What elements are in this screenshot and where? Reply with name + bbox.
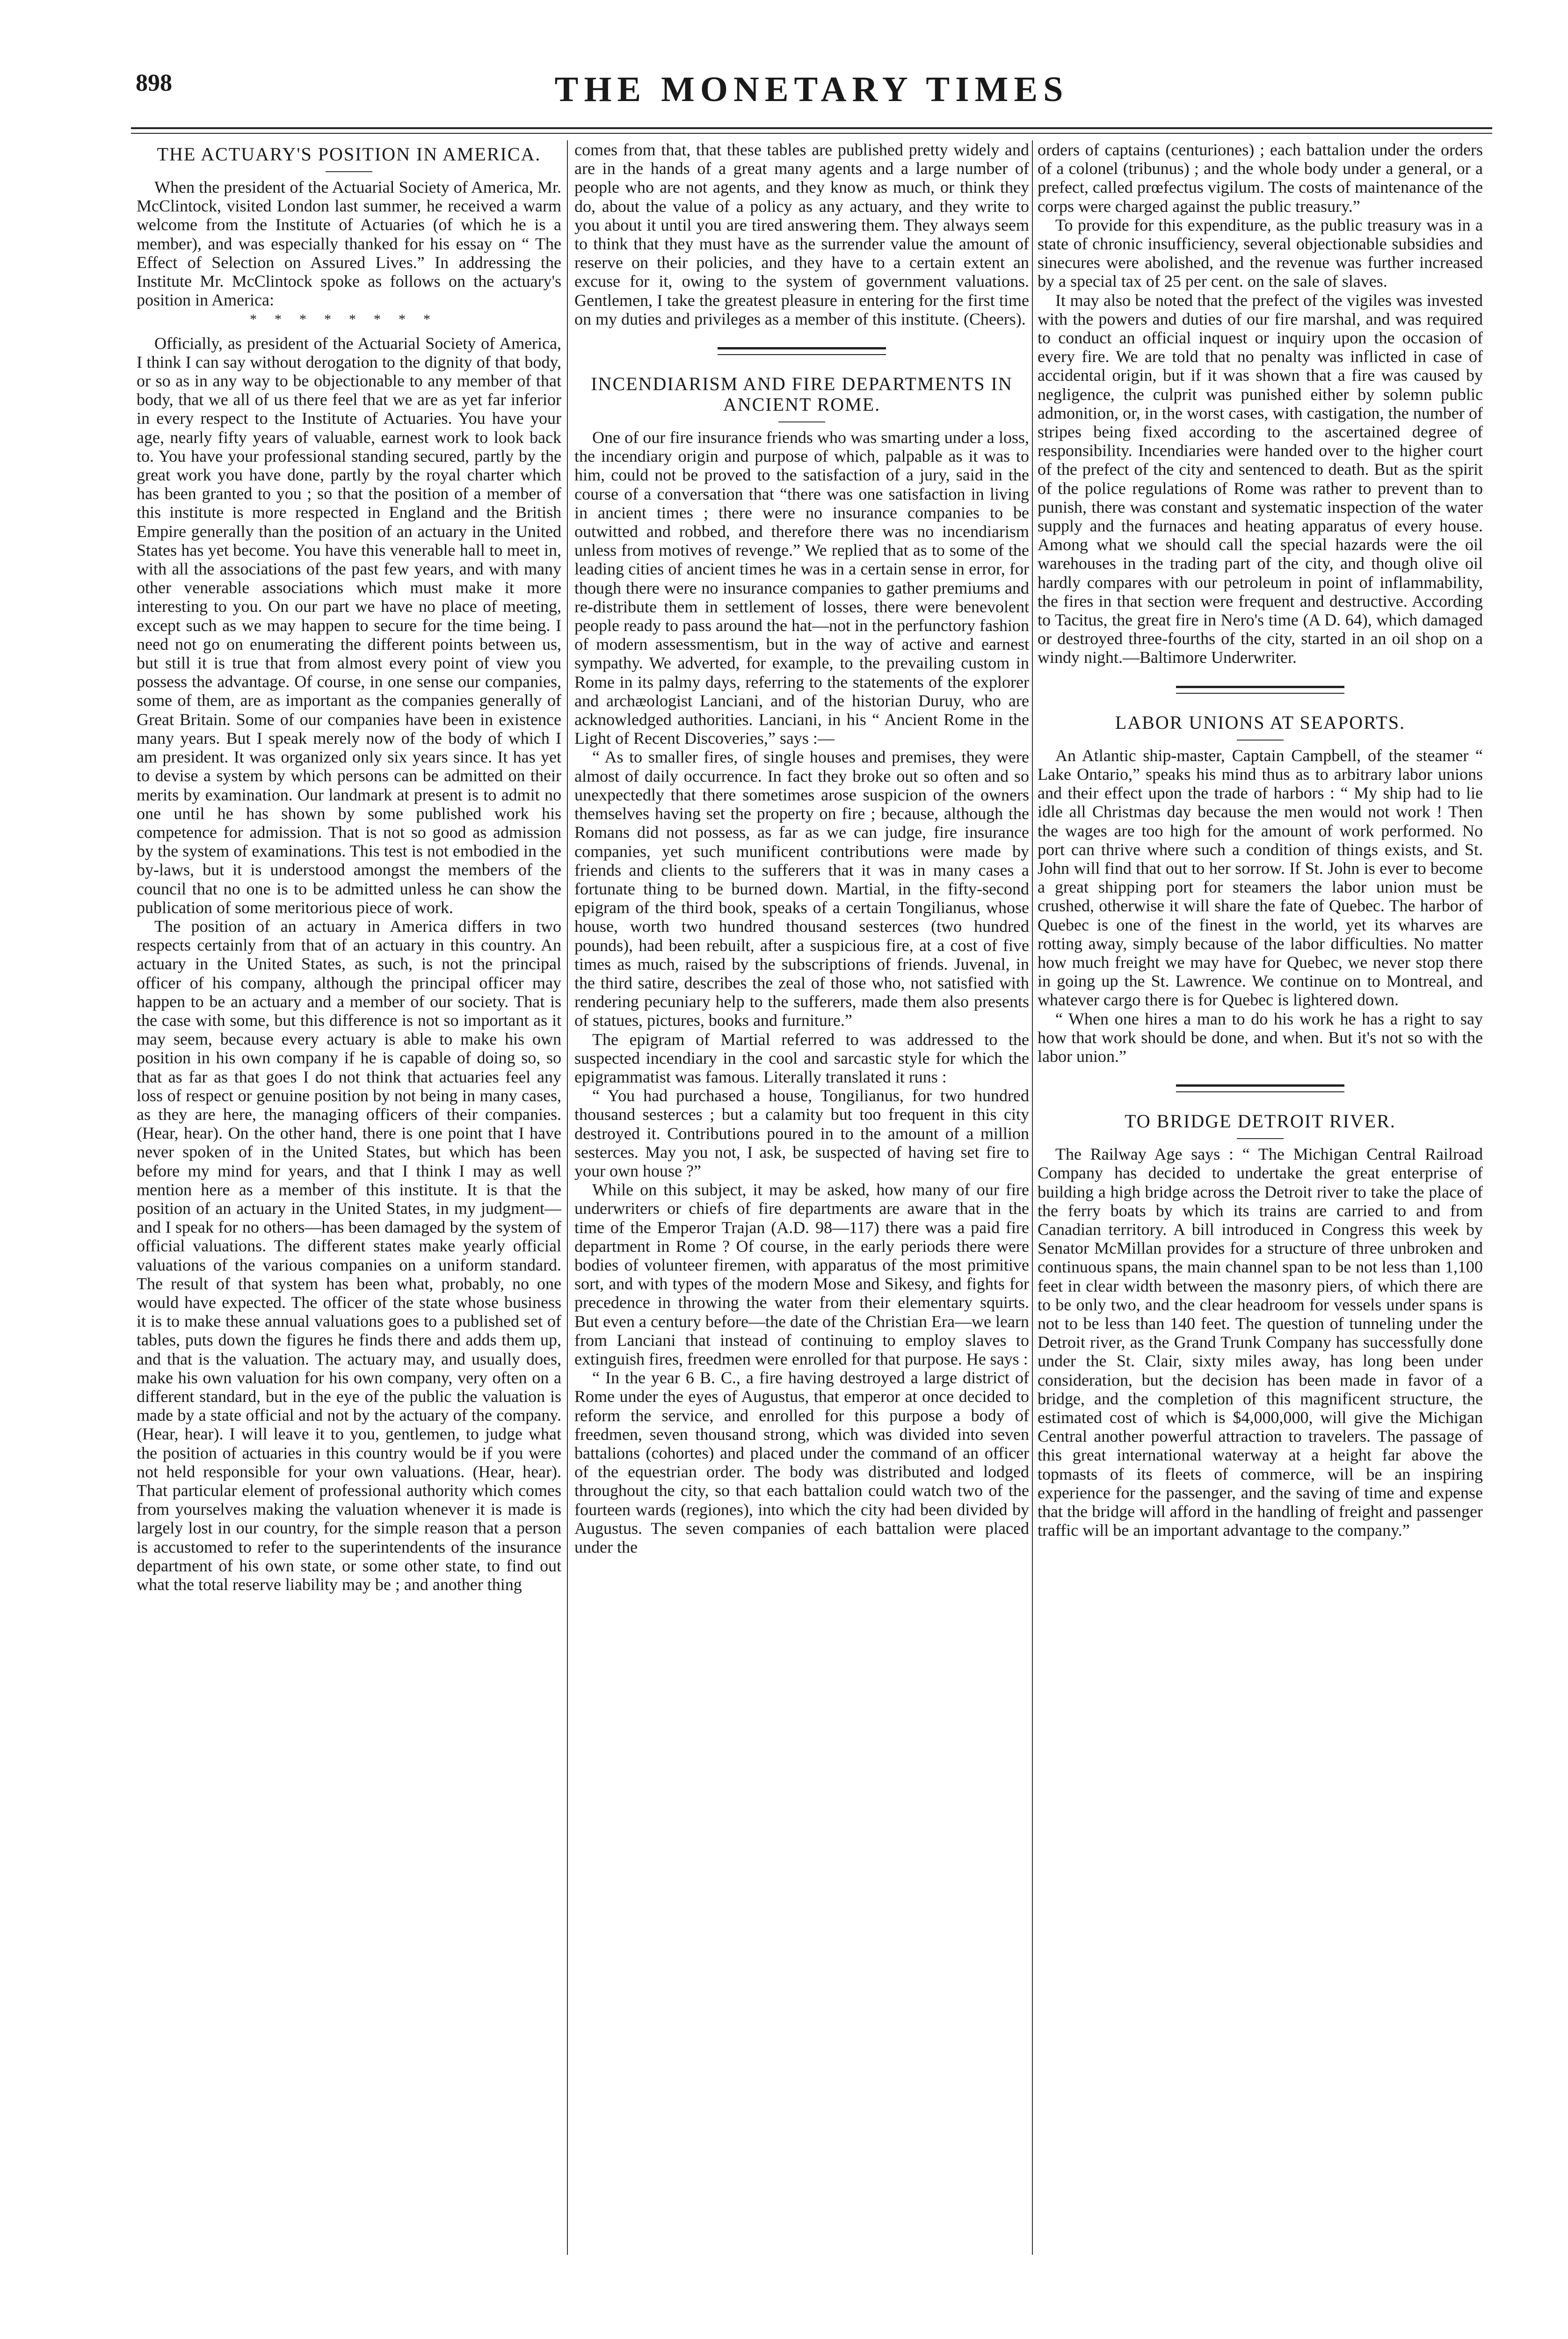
- masthead: THE MONETARY TIMES: [554, 70, 1069, 109]
- article-paragraph: comes from that, that these tables are published pretty widely and are in the hands of a great many agents and a large number of people who are not agents, and they know as much, or think they do, about the value of a policy as any actuary, and they write to you about it until you are tired answering them. They always seem to think that they must have as the surrender value the amount of reserve on their policies, and they have to a certain extent an excuse for it, owing to the system of government valuations. Gentlemen, I take the greatest pleasure in entering for the first time on my duties and privileges as a member of this institute. (Cheers).: [574, 140, 1029, 328]
- column-divider: [567, 140, 568, 2255]
- title-rule: [1237, 1138, 1284, 1139]
- column-2: [574, 140, 1029, 2264]
- article-paragraph: “ As to smaller fires, of single houses and premises, they were almost of daily occurrence. In fact they broke out so often and so unexpectedly that there sometimes arose suspicion of the owners themselves having set the property on fire ; because, although the Romans did not possess, as far as we can judge, fire insurance companies, yet such munificent contributions were made by friends and clients to the sufferers that it was in many cases a fortunate thing to be burned down. Martial, in the fifty-second epigram of the third book, speaks of a certain Tongilianus, whose house, worth two hundred thousand sesterces (two hundred pounds), had been rebuilt, after a suspicious fire, at a cost of five times as much, raised by the subscriptions of friends. Juvenal, in the third satire, describes the zeal of those who, not satisfied with rendering pecuniary help to the sufferers, made them also presents of statues, pictures, books and furniture.”: [574, 748, 1029, 1030]
- article-title: INCENDIARISM AND FIRE DEPARTMENTS IN ANCIENT ROME.: [591, 373, 1013, 415]
- ellipsis-stars: ********: [250, 312, 448, 327]
- title-rule: [1237, 740, 1284, 741]
- article-paragraph: The position of an actuary in America differs in two respects certainly from that of an actuary in this country. An actuary in the United States, as such, is not the principal officer of his company, although the principal officer may happen to be an actuary and a member of our society. That is the case with some, but this difference is not so important as it may seem, because every actuary is able to make his own position in his own company if he is capable of doing so, so that as far as that goes I do not think that actuaries feel any loss of respect or genuine position by not being in many cases, as they are here, the managing officers of their companies. (Hear, hear). On the other hand, there is one point that I have never spoken of in the United States, but which has been before my mind for years, and that I think I may as well mention here as a member of this institute. It is that the position of an actuary in the United States, in my judgment—and I speak for no others—has been damaged by the system of official valuations. The different states make yearly official valuations of the various companies on a uniform standard. The result of that system has been what, probably, no one would have expected. The officer of the state whose business it is to make these annual valuations goes to a published set of tables, puts down the figures he finds there and adds them up, and that is the valuation. The actuary may, and usually does, make his own valuation for his own company, very often on a different standard, but in the eye of the public the valuation is made by a state official and not by the actuary of the company. (Hear, hear). I will leave it to you, gentlemen, to judge what the position of actuaries in this country would be if you were not held responsible for your own valuations. (Hear, hear). That particular element of professional authority which comes from yourselves making the valuation whenever it is made is largely lost in our country, for the simple reason that a person is accustomed to refer to the superintendents of the insurance department of his own state, or some other state, to find out what the total reserve liability may be ; and another thing: [137, 916, 561, 1594]
- article-paragraph: “ You had purchased a house, Tongilianus, for two hundred thousand sesterces ; but a calamity but too frequent in this city destroyed it. Contributions poured in to the amount of a million sesterces. May you not, I ask, be suspected of having set fire to your own house ?”: [574, 1086, 1029, 1180]
- article-paragraph: The epigram of Martial referred to was addressed to the suspected incendiary in the cool and sarcastic style for which the epigrammatist was famous. Literally translated it runs :: [574, 1030, 1029, 1086]
- column-divider: [1032, 140, 1033, 2255]
- article-paragraph: “ In the year 6 B. C., a fire having destroyed a large district of Rome under the eyes of Augustus, that emperor at once decided to reform the service, and enrolled for this purpose a body of freedmen, seven thousand strong, which was divided into seven battalions (cohortes) and placed under the command of an officer of the equestrian order. The body was distributed and lodged throughout the city, so that each battalion could watch two of the fourteen wards (regiones), into which the city had been divided by Augustus. The seven companies of each battalion were placed under the: [574, 1368, 1029, 1557]
- article-title: THE ACTUARY'S POSITION IN AMERICA.: [157, 144, 541, 165]
- article-title: LABOR UNIONS AT SEAPORTS.: [1115, 712, 1406, 733]
- masthead-rule-thin: [131, 133, 1492, 134]
- article-paragraph: “ When one hires a man to do his work he has a right to say how that work should be done, and when. But it's not so with the labor union.”: [1038, 1009, 1483, 1066]
- article-paragraph: It may also be noted that the prefect of the vigiles was invested with the powers and duties of our fire marshal, and was required to conduct an official inquest or inquiry upon the occasion of every fire. We are told that no penalty was inflicted in case of accidental origin, but if it was shown that a fire was caused by negligence, the culprit was punished either by solemn public admonition, or, in the worst cases, with castigation, the number of stripes being fixed according to the ascertained degree of responsibility. Incendiaries were handed over to the higher court of the prefect of the city and sentenced to death. But as the spirit of the police regulations of Rome was rather to prevent than to punish, there was constant and systematic inspection of the water supply and the furnaces and heating apparatus of every house. Among what we should call the special hazards were the oil warehouses in the trading part of the city, and though olive oil hardly compares with our petroleum in point of inflammability, the fires in that section were frequent and destructive. According to Tacitus, the great fire in Nero's time (A D. 64), which damaged or destroyed three-fourths of the city, started in an oil shop on a windy night.—Baltimore Underwriter.: [1038, 291, 1483, 667]
- article-paragraph: orders of captains (centuriones) ; each battalion under the orders of a colonel (tribunus) ; and the whole body under a general, or a prefect, called prœfectus vigilum. The costs of maintenance of the corps were charged against the public treasury.”: [1038, 140, 1483, 216]
- article-paragraph: An Atlantic ship-master, Captain Campbell, of the steamer “ Lake Ontario,” speaks his mind thus as to arbitrary labor unions and their effect upon the trade of harbors : “ My ship had to lie idle all Christmas day because the men would not work ! Then the wages are too high for the amount of work performed. No port can thrive where such a condition of things exists, and St. John will find that out to her sorrow. If St. John is ever to become a great shipping port for steamers the labor union must be crushed, otherwise it will share the fate of Quebec. The harbor of Quebec is one of the finest in the world, yet its wharves are rotting away, simply because of the labor difficulties. No matter how much freight we may have for Quebec, we never stop there in going up the St. Lawrence. We continue on to Montreal, and whatever cargo there is for Quebec is lightered down.: [1038, 746, 1483, 1010]
- title-rule: [778, 421, 825, 422]
- article-title: TO BRIDGE DETROIT RIVER.: [1125, 1111, 1396, 1132]
- article-paragraph: While on this subject, it may be asked, how many of our fire underwriters or chiefs of fire departments are aware that in the time of the Emperor Trajan (A.D. 98—117) there was a paid fire department in Rome ? Of course, in the early periods there were bodies of volunteer firemen, with apparatus of the most primitive sort, and with types of the modern Mose and Sikesy, and fights for precedence in throwing the water from their elementary squirts. But even a century before—the date of the Christian Era—we learn from Lanciani that instead of continuing to employ slaves to extinguish fires, freedmen were enrolled for that purpose. He says :: [574, 1180, 1029, 1368]
- article-paragraph: One of our fire insurance friends who was smarting under a loss, the incendiary origin and purpose of which, palpable as it was to him, could not be proved to the satisfaction of a jury, said in the course of a conversation that “there was one satisfaction in living in ancient times ; there were no insurance companies to be outwitted and robbed, and therefore there was no incendiarism unless from motives of revenge.” We replied that as to some of the leading cities of ancient times he was in a certain sense in error, for though there were no insurance companies to gather premiums and re-distribute them in settlement of losses, there were benevolent people ready to pass around the hat—not in the perfunctory fashion of modern assessmentism, but in the way of active and earnest sympathy. We adverted, for example, to the prevailing custom in Rome in its palmy days, referring to the statements of the explorer and archæologist Lanciani, and of the historian Duruy, who are acknowledged authorities. Lanciani, in his “ Ancient Rome in the Light of Recent Discoveries,” says :—: [574, 428, 1029, 748]
- column-1: [137, 140, 561, 2264]
- section-break: [718, 347, 886, 355]
- section-break: [1176, 1084, 1344, 1092]
- page-number: 898: [136, 70, 172, 96]
- column-3: [1038, 140, 1483, 2264]
- masthead-rule: [131, 127, 1492, 129]
- article-paragraph: The Railway Age says : “ The Michigan Central Railroad Company has decided to undertake the great enterprise of building a high bridge across the Detroit river to take the place of the ferry boats by which its trains are carried to and from Canadian territory. A bill introduced in Congress this week by Senator McMillan provides for a structure of three unbroken and continuous spans, the main channel span to be not less than 1,100 feet in clear width between the masonry piers, of which there are to be only two, and the clear headroom for vessels under spans is not to be less than 140 feet. The question of tunneling under the Detroit river, as the Grand Trunk Company has successfully done under the St. Clair, sixty miles away, has long been under consideration, but the decision has been made in favor of a bridge, and the completion of this magnificent structure, the estimated cost of which is $4,000,000, will give the Michigan Central another powerful attraction to travelers. The passage of this great international waterway at a height far above the topmasts of its fleets of commerce, will be an inspiring experience for the passenger, and the saving of time and expense that the bridge will afford in the handling of freight and passenger traffic will be an important advantage to the company.”: [1038, 1145, 1483, 1540]
- title-rule: [326, 171, 372, 172]
- section-break: [1176, 686, 1344, 694]
- article-paragraph: When the president of the Actuarial Society of America, Mr. McClintock, visited London last summer, he received a warm welcome from the Institute of Actuaries (of which he is a member), and was especially thanked for his essay on “ The Effect of Selection on Assured Lives.” In addressing the Institute Mr. McClintock spoke as follows on the actuary's position in America:: [137, 178, 561, 310]
- article-paragraph: Officially, as president of the Actuarial Society of America, I think I can say without derogation to the dignity of that body, or so as in any way to be objectionable to any member of that body, that we all of us there feel that we are as yet far inferior in every respect to the Institute of Actuaries. You have your age, nearly fifty years of valuable, earnest work to look back to. You have your professional standing secured, partly by the great work you have done, partly by the royal charter which has been granted to you ; so that the position of a member of this institute is more respected in England and the British Empire generally than the position of an actuary in the United States has yet become. You have this venerable hall to meet in, with all the associations of the past few years, and with many other venerable associations which must make it more interesting to you. On our part we have no place of meeting, except such as we may happen to secure for the time being. I need not go on enumerating the different points between us, but still it is true that from almost every point of view you possess the advantage. Of course, in one sense our companies, some of them, are as important as the companies generally of Great Britain. Some of our companies have been in existence many years. But I speak merely now of the body of which I am president. It was organized only six years since. It has yet to devise a system by which persons can be admitted on their merits by examination. Our landmark at present is to admit no one until he has shown by some published work his competence for admission. That is not so good as admission by the system of examinations. This test is not embodied in the by-laws, but it is understood amongst the members of the council that no one is to be admitted unless he can show the publication of some meritorious piece of work.: [137, 334, 561, 917]
- article-paragraph: To provide for this expenditure, as the public treasury was in a state of chronic insufficiency, several objectionable subsidies and sinecures were abolished, and the revenue was further increased by a special tax of 25 per cent. on the sale of slaves.: [1038, 215, 1483, 291]
